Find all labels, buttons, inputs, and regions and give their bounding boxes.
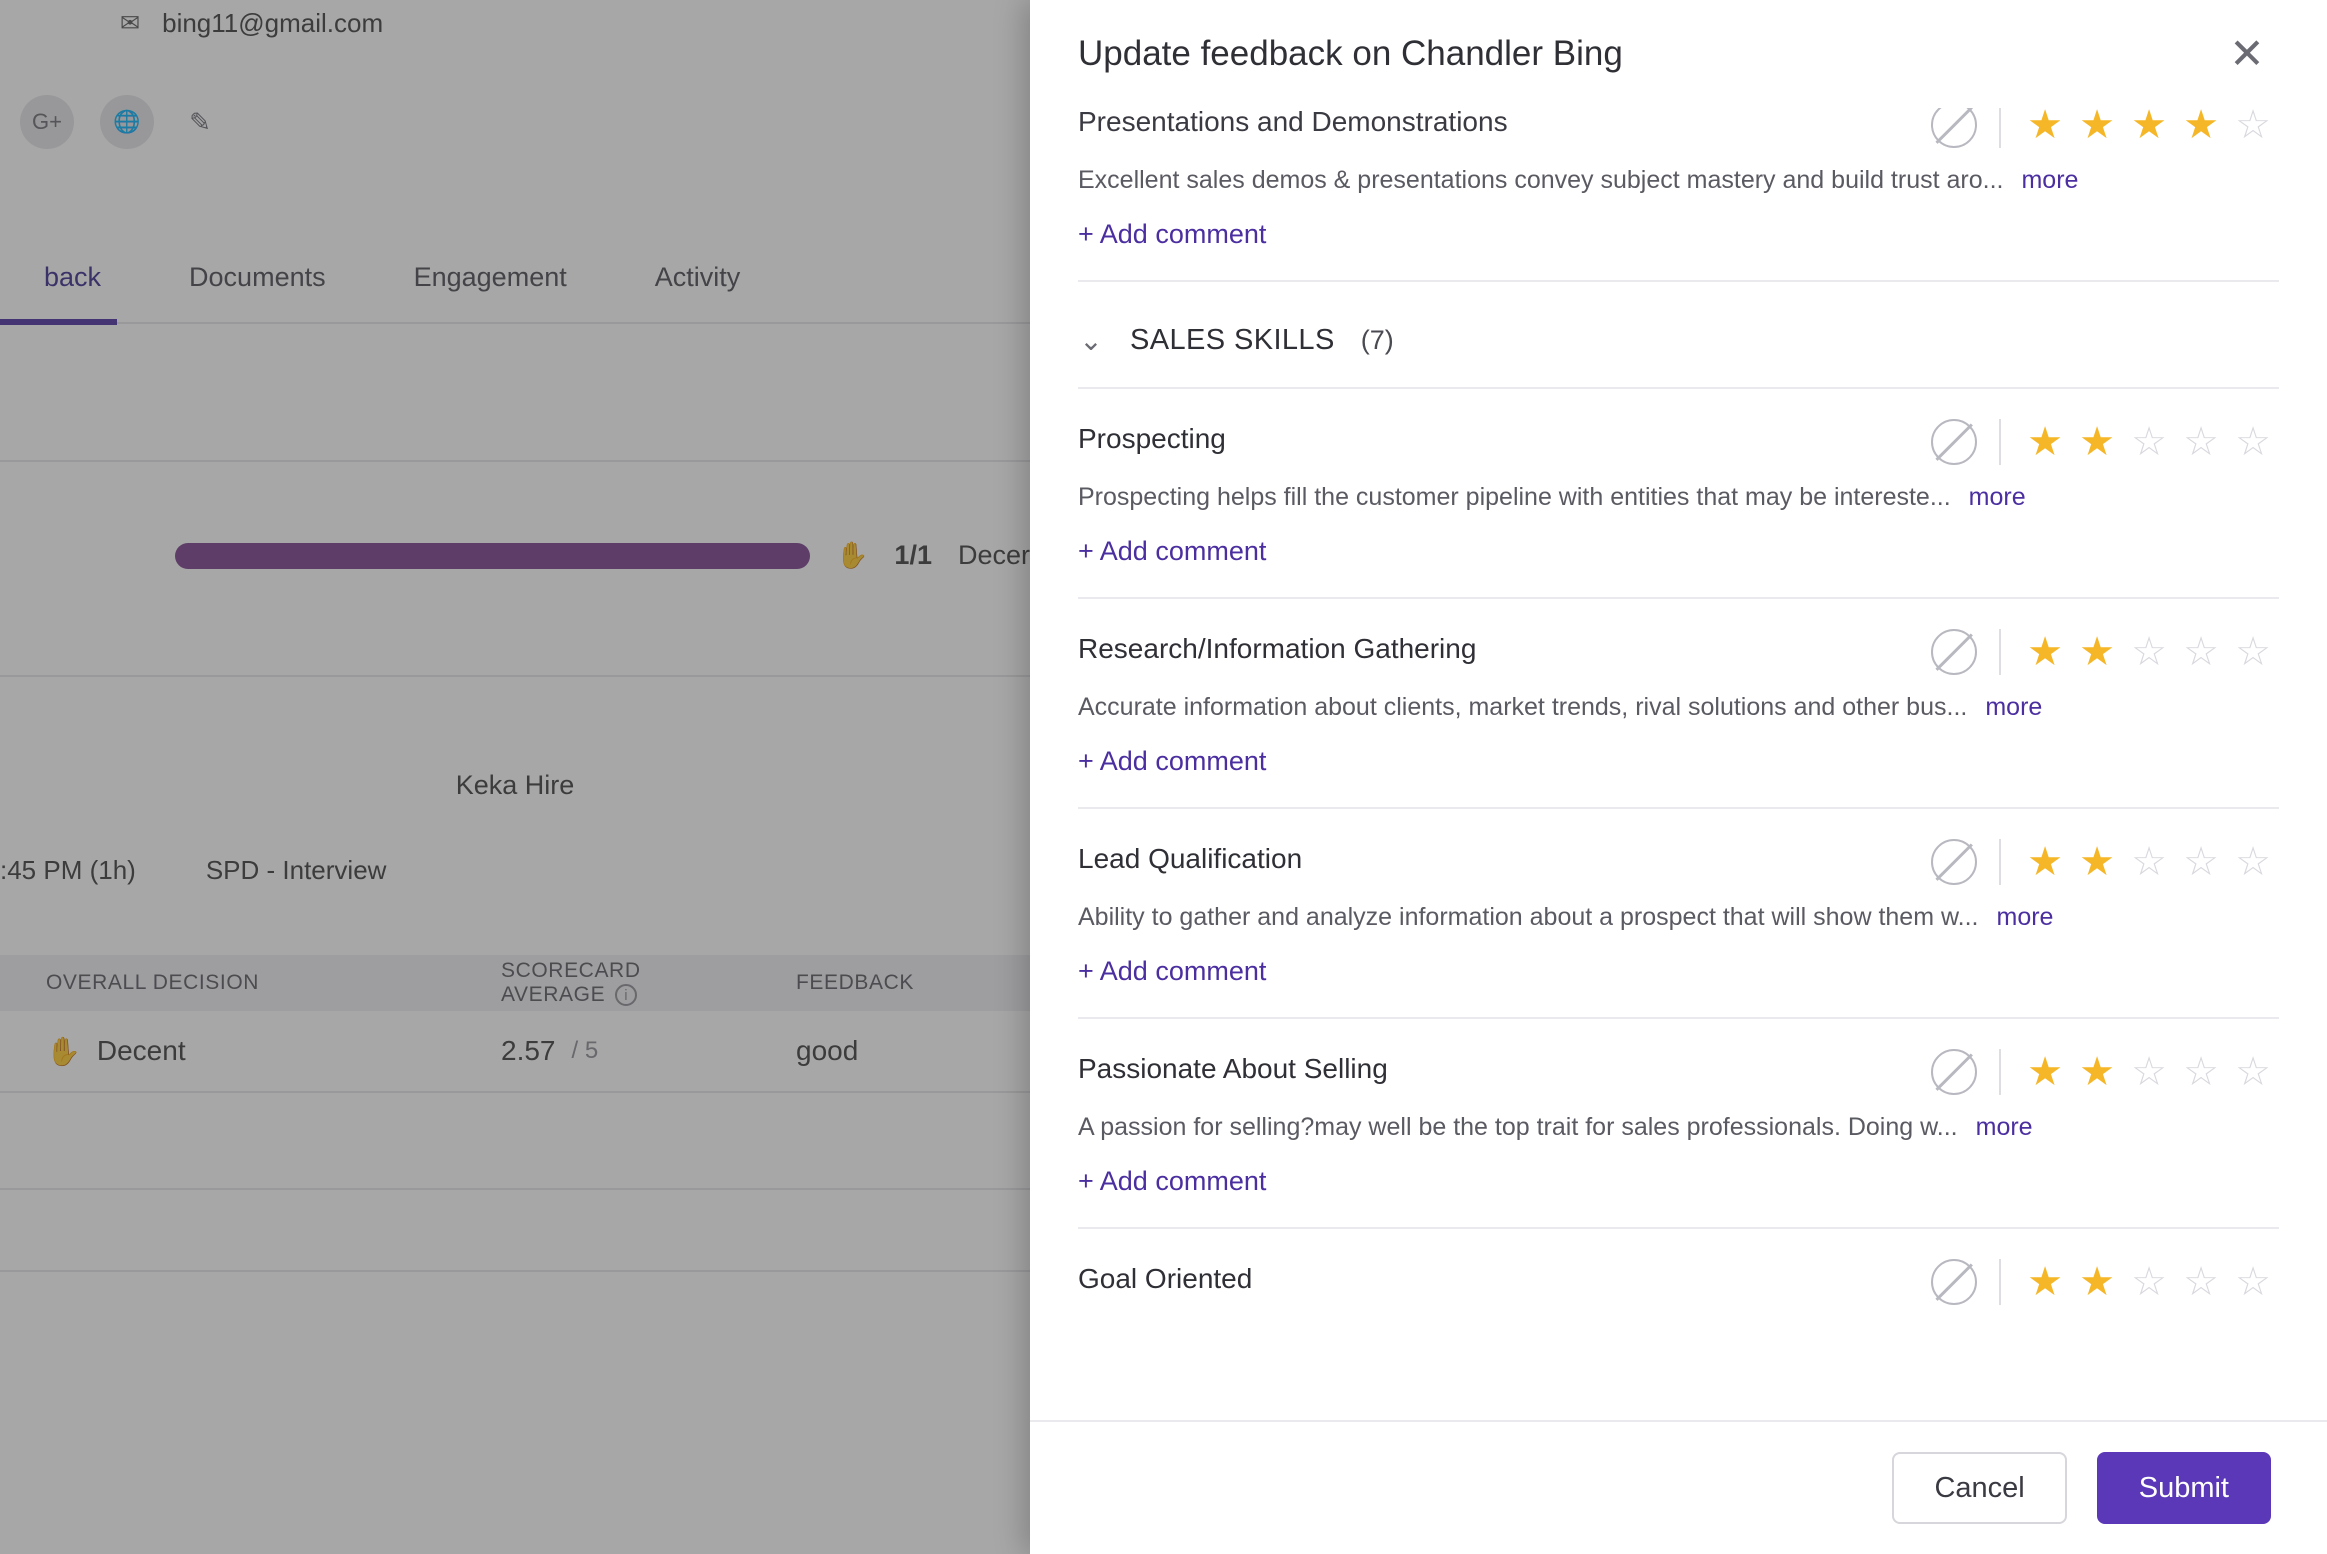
more-link[interactable]: more — [2021, 166, 2079, 194]
close-icon[interactable]: ✕ — [2229, 30, 2265, 77]
criterion-description-row — [1078, 166, 2279, 195]
rating-control[interactable] — [1931, 419, 2279, 465]
tab-activity-label: Activity — [654, 261, 741, 292]
criterion-name: Goal Oriented — [1078, 1263, 1253, 1294]
star-1[interactable]: ★ — [2027, 1050, 2063, 1094]
divider-after-section-header — [1078, 387, 2279, 389]
interview-time: :45 PM (1h) — [0, 855, 136, 885]
star-2[interactable]: ★ — [2079, 108, 2115, 147]
star-4[interactable]: ☆ — [2183, 840, 2219, 884]
pencil-icon[interactable]: ✎ — [189, 106, 211, 137]
modal-body[interactable] — [1030, 108, 2327, 1420]
rating-separator — [1999, 108, 2001, 148]
modal-header — [1030, 0, 2327, 108]
criterion-description: Accurate information about clients, market trends, rival solutions and other bus... — [1078, 693, 1968, 721]
info-icon[interactable]: i — [615, 984, 637, 1006]
more-link[interactable]: more — [1985, 693, 2043, 721]
rating-separator — [1999, 1259, 2001, 1305]
average-suffix: / 5 — [571, 1037, 599, 1064]
star-3[interactable]: ☆ — [2131, 420, 2167, 464]
star-1[interactable]: ★ — [2027, 420, 2063, 464]
candidate-email: bing11@gmail.com — [162, 8, 384, 38]
star-5[interactable]: ☆ — [2235, 108, 2271, 147]
criterion-divider — [1078, 807, 2279, 809]
rating-separator — [1999, 629, 2001, 675]
criterion-description-row — [1078, 903, 2279, 932]
submit-button[interactable]: Submit — [2097, 1452, 2271, 1524]
star-4[interactable]: ☆ — [2183, 1050, 2219, 1094]
criterion-description: Prospecting helps fill the customer pipeline with entities that may be intereste... — [1078, 483, 1951, 511]
criterion-description-row — [1078, 483, 2279, 512]
star-3[interactable]: ☆ — [2131, 840, 2167, 884]
star-5[interactable]: ☆ — [2235, 1050, 2271, 1094]
not-allowed-icon[interactable] — [1931, 629, 1977, 675]
star-1[interactable]: ★ — [2027, 108, 2063, 147]
star-5[interactable]: ☆ — [2235, 420, 2271, 464]
section-header-sales-skills[interactable] — [1078, 324, 2279, 357]
section-count: (7) — [1360, 325, 1394, 355]
star-4[interactable]: ☆ — [2183, 1260, 2219, 1304]
criterion-divider — [1078, 597, 2279, 599]
hand-icon: ✋ — [836, 540, 869, 570]
modal-footer — [1030, 1420, 2327, 1554]
rating-separator — [1999, 839, 2001, 885]
star-2[interactable]: ★ — [2079, 840, 2115, 884]
criterion-divider — [1078, 1017, 2279, 1019]
globe-icon[interactable]: 🌐 — [100, 95, 154, 149]
rating-control[interactable] — [1931, 1259, 2279, 1305]
star-1[interactable]: ★ — [2027, 840, 2063, 884]
criterion-lead-qualification — [1078, 839, 2279, 987]
criterion-goal-oriented — [1078, 1259, 2279, 1305]
criterion-name: Lead Qualification — [1078, 843, 1303, 874]
mail-icon: ✉ — [120, 10, 141, 37]
progress-count: 1/1 — [894, 540, 932, 570]
criterion-passionate-about-selling — [1078, 1049, 2279, 1197]
star-3[interactable]: ☆ — [2131, 1260, 2167, 1304]
rating-control[interactable] — [1931, 839, 2279, 885]
not-allowed-icon[interactable] — [1931, 108, 1977, 148]
criterion-description: Ability to gather and analyze information about a prospect that will show them w... — [1078, 903, 1979, 931]
not-allowed-icon[interactable] — [1931, 419, 1977, 465]
star-5[interactable]: ☆ — [2235, 840, 2271, 884]
progress-stage: Decer — [957, 540, 1030, 570]
star-3[interactable]: ★ — [2131, 108, 2167, 147]
criterion-research-information-gathering — [1078, 629, 2279, 777]
rating-control[interactable] — [1931, 108, 2279, 148]
star-4[interactable]: ☆ — [2183, 420, 2219, 464]
criterion-name: Prospecting — [1078, 423, 1226, 454]
rating-control[interactable] — [1931, 1049, 2279, 1095]
interview-type: SPD - Interview — [205, 855, 387, 885]
add-comment-button[interactable]: + Add comment — [1078, 1166, 1267, 1196]
rating-separator — [1999, 419, 2001, 465]
criterion-prospecting — [1078, 419, 2279, 567]
hand-icon: ✋ — [46, 1035, 81, 1067]
star-2[interactable]: ★ — [2079, 420, 2115, 464]
criterion-description-row — [1078, 1113, 2279, 1142]
star-2[interactable]: ★ — [2079, 630, 2115, 674]
section-title: SALES SKILLS — [1130, 324, 1335, 356]
tab-documents-label: Documents — [189, 261, 326, 292]
average-value: 2.57 — [501, 1035, 556, 1066]
add-comment-button[interactable]: + Add comment — [1078, 219, 1267, 249]
tab-feedback-label: back — [44, 261, 102, 292]
not-allowed-icon[interactable] — [1931, 839, 1977, 885]
decision-value: Decent — [96, 1035, 186, 1066]
column-overall-decision: OVERALL DECISION — [46, 971, 260, 994]
star-3[interactable]: ☆ — [2131, 1050, 2167, 1094]
star-4[interactable]: ★ — [2183, 108, 2219, 147]
criterion-name: Research/Information Gathering — [1078, 633, 1477, 664]
google-plus-label: G+ — [32, 109, 62, 134]
rating-separator — [1999, 1049, 2001, 1095]
more-link[interactable]: more — [1975, 1113, 2033, 1141]
modal-title: Update feedback on Chandler Bing — [1078, 34, 1623, 73]
criterion-presentations-and-demonstrations — [1078, 108, 2279, 250]
star-1[interactable]: ★ — [2027, 1260, 2063, 1304]
add-comment-button[interactable]: + Add comment — [1078, 746, 1267, 776]
add-comment-button[interactable]: + Add comment — [1078, 536, 1267, 566]
criterion-description: A passion for selling?may well be the top trait for sales professionals. Doing w... — [1078, 1113, 1958, 1141]
star-2[interactable]: ★ — [2079, 1050, 2115, 1094]
more-link[interactable]: more — [1996, 903, 2054, 931]
column-feedback: FEEDBACK — [796, 971, 914, 994]
criterion-divider — [1078, 1227, 2279, 1229]
criterion-name: Passionate About Selling — [1078, 1053, 1388, 1084]
source-label: Keka Hire — [455, 770, 575, 800]
star-2[interactable]: ★ — [2079, 1260, 2115, 1304]
column-scorecard-average: SCORECARD AVERAGE i — [501, 959, 641, 1006]
star-5[interactable]: ☆ — [2235, 630, 2271, 674]
star-4[interactable]: ☆ — [2183, 630, 2219, 674]
update-feedback-modal — [1030, 0, 2327, 1554]
star-1[interactable]: ★ — [2027, 630, 2063, 674]
not-allowed-icon[interactable] — [1931, 1049, 1977, 1095]
rating-control[interactable] — [1931, 629, 2279, 675]
chevron-down-icon[interactable]: ⌄ — [1079, 325, 1103, 356]
star-3[interactable]: ☆ — [2131, 630, 2167, 674]
star-5[interactable]: ☆ — [2235, 1260, 2271, 1304]
section-divider — [1078, 280, 2279, 282]
criterion-description: Excellent sales demos & presentations convey subject mastery and build trust aro... — [1078, 166, 2004, 194]
not-allowed-icon[interactable] — [1931, 1259, 1977, 1305]
criterion-description-row — [1078, 693, 2279, 722]
criterion-name: Presentations and Demonstrations — [1078, 108, 1508, 137]
cancel-button[interactable]: Cancel — [1892, 1452, 2066, 1524]
more-link[interactable]: more — [1968, 483, 2026, 511]
add-comment-button[interactable]: + Add comment — [1078, 956, 1267, 986]
cell-feedback: good — [796, 1035, 859, 1066]
tab-engagement-label: Engagement — [413, 261, 567, 292]
